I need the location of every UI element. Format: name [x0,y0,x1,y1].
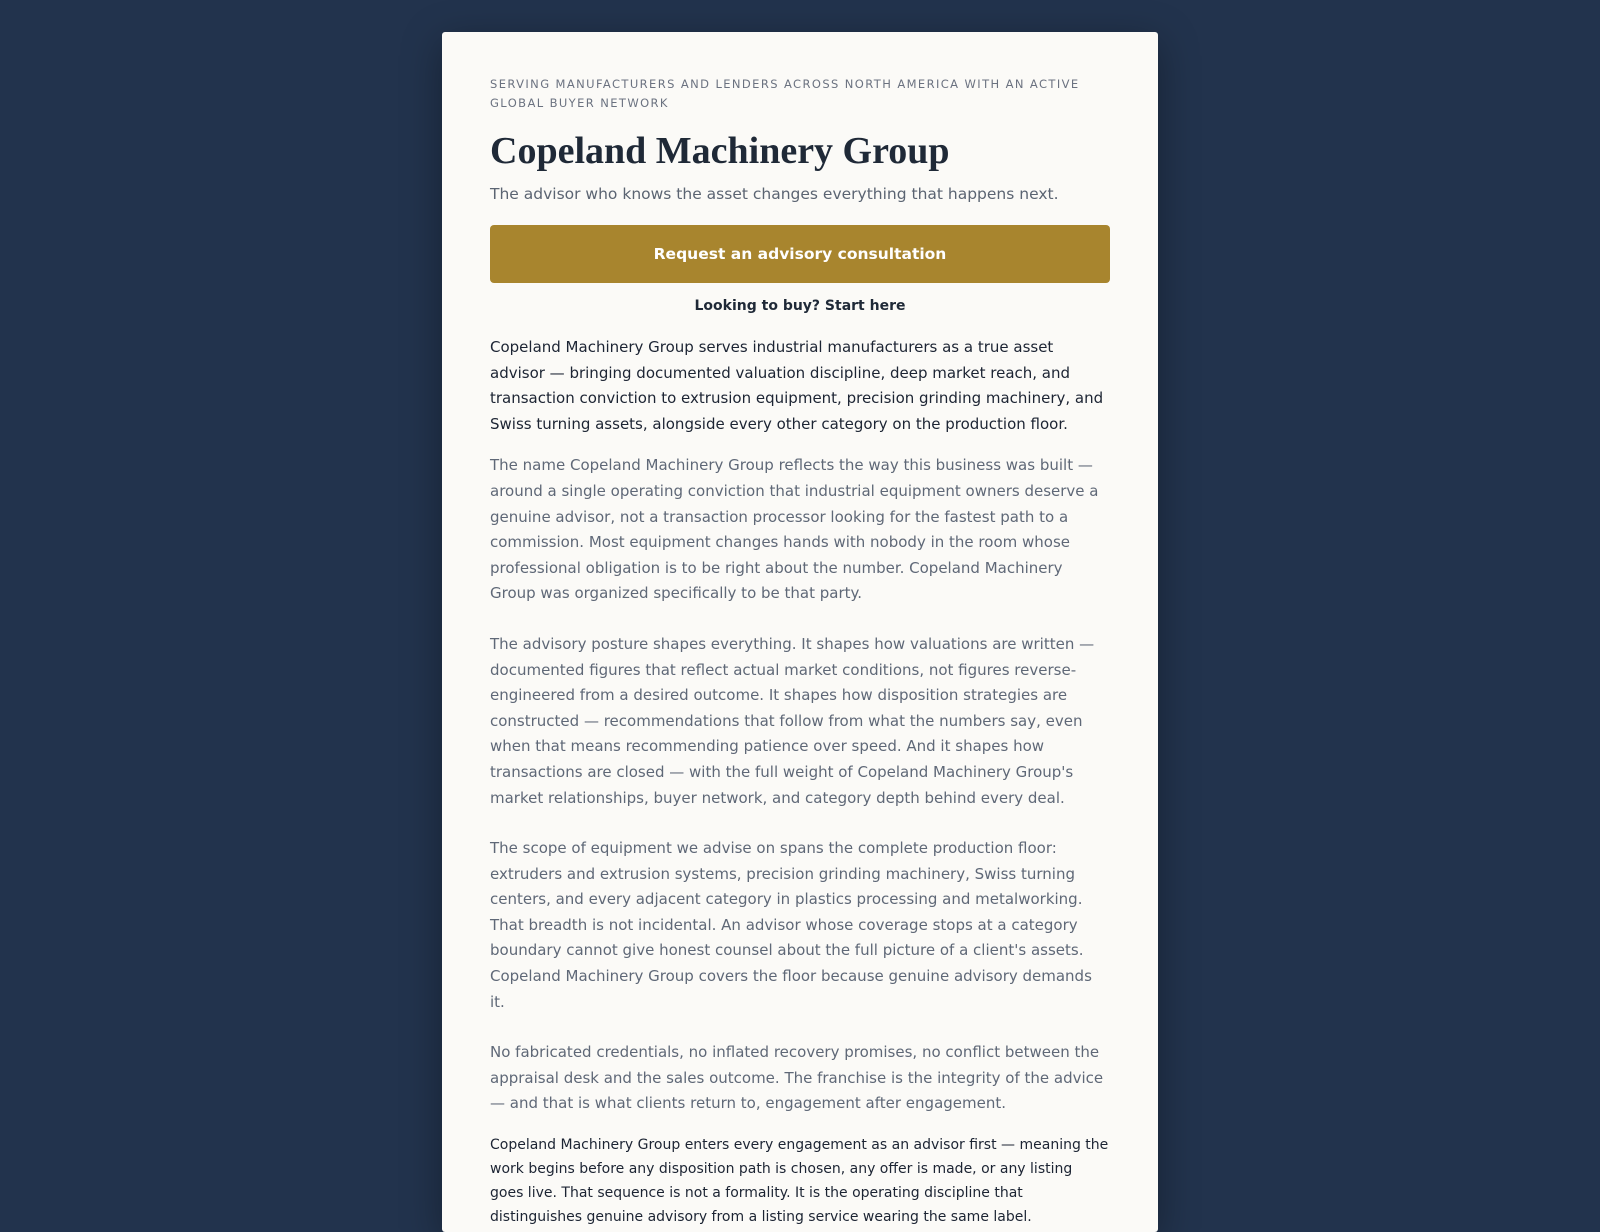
body-paragraph: The scope of equipment we advise on spans the complete production floor: extruders and extrusion systems, precision grinding machinery, Swiss turning centers, and every adjacent category in plastics processing and metalworking. That breadth is not incidental. An advisor whose coverage stops at a category boundary cannot give honest counsel about the full picture of a client's assets. Copeland Machinery Group covers the floor because genuine advisory demands it. [490,839,1092,1011]
content-card [442,32,1158,1232]
eyebrow-text: SERVING MANUFACTURERS AND LENDERS ACROSS NORTH AMERICA WITH AN ACTIVE GLOBAL BUYER NETWORK [490,77,1080,110]
request-consultation-button[interactable]: Request an advisory consultation [490,225,1110,283]
body-paragraph: The name Copeland Machinery Group reflects the way this business was built — around a single operating conviction that industrial equipment owners deserve a genuine advisor, not a transaction processor looking for the fastest path to a commission. Most equipment changes hands with nobody in the room whose professional obligation is to be right about the number. Copeland Machinery Group was organized specifically to be that party. [490,456,1099,603]
tagline: The advisor who knows the asset changes everything that happens next. [490,185,1059,203]
body-paragraph: No fabricated credentials, no inflated recovery promises, no conflict between the appraisal desk and the sales outcome. The franchise is the integrity of the advice — and that is what clients return to, engagement after engagement. [490,1043,1104,1113]
body-paragraph: The advisory posture shapes everything. It shapes how valuations are written — documented figures that reflect actual market conditions, not figures reverse-engineered from a desired outcome. It shapes how disposition strategies are constructed — recommendations that follow from what the numbers say, even when that means recommending patience over speed. And it shapes how transactions are closed — with the full weight of Copeland Machinery Group's market relationships, buyer network, and category depth behind every deal. [490,634,1095,807]
lead-paragraph: Copeland Machinery Group serves industrial manufacturers as a true asset advisor — bringing documented valuation discipline, deep market reach, and transaction conviction to extrusion equipment, precision grinding machinery, and Swiss turning assets, alongside every other category on the production floor. [490,338,1104,433]
page-title: Copeland Machinery Group [490,130,950,172]
closing-paragraph: Copeland Machinery Group enters every engagement as an advisor first — meaning the work begins before any disposition path is chosen, any offer is made, or any listing goes live. That sequence is not a formality. It is the operating discipline that distinguishes genuine advisory from a listing service wearing the same label. [490,1137,1109,1226]
buyer-start-link[interactable]: Looking to buy? Start here [694,298,906,314]
